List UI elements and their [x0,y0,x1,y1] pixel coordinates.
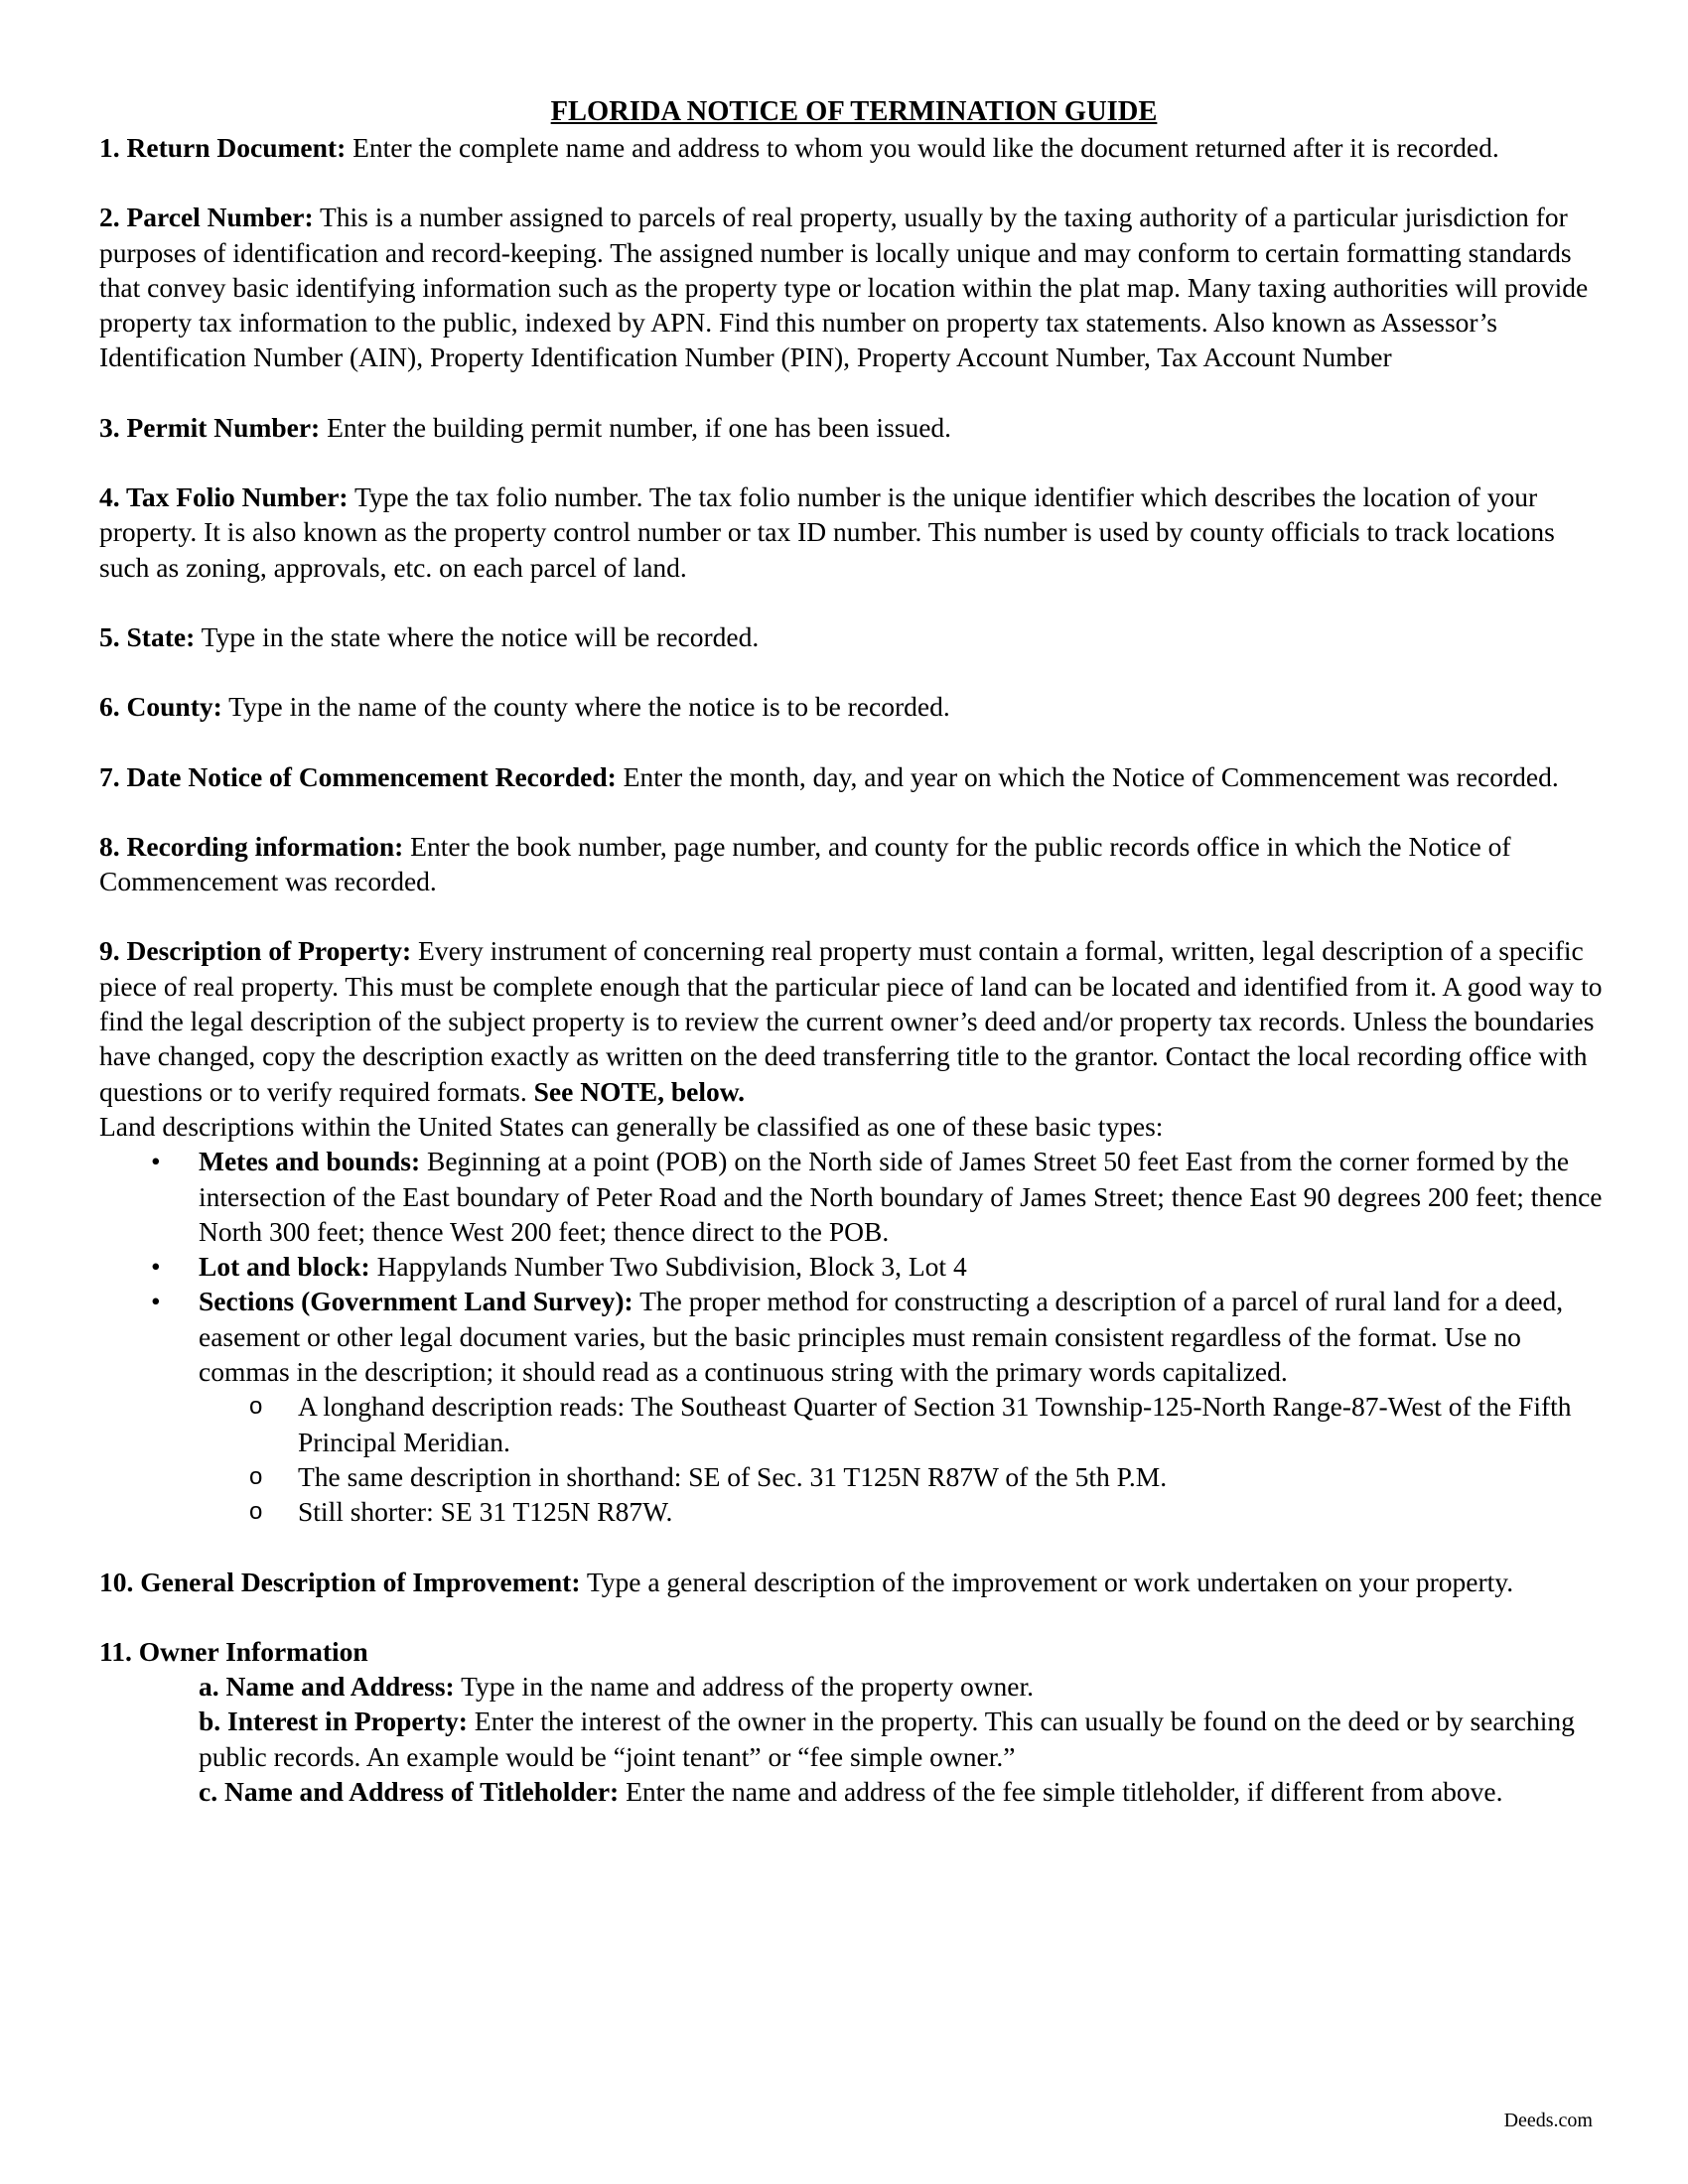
section-label: 1. Return Document: [99,132,347,163]
section-label: 3. Permit Number: [99,411,321,443]
section-label: 4. Tax Folio Number: [99,481,349,513]
bullet-text: Happylands Number Two Subdivision, Block 3, Lot 4 [369,1251,967,1283]
section-label: 10. General Description of Improvement: [99,1566,581,1597]
section-text: This is a number assigned to parcels of real property, usually by the taxing authority of a particular jurisdiction for purposes of identification and record-keeping. The assigned number is locally unique and may conform to certain formatting standards that convey basic identifying information such as the property type or location within the plat map. Many taxing authorities will provide property tax information to the public, indexed by APN. Find this number on property tax statements. Also known as Assessor’s Identification Number (AIN), Property Identification Number (PIN), Property Account Number, Tax Account Number [99,202,1589,373]
owner-interest-in-property [99,1704,1609,1774]
document-page [99,94,1609,1809]
owner-item-label: c. Name and Address of Titleholder: [199,1775,620,1807]
owner-name-address [99,1669,1609,1704]
section-general-description [99,1565,1609,1599]
section-recording-information [99,829,1609,899]
section-label: 9. Description of Property: [99,935,412,967]
bullet-label: Lot and block: [199,1251,370,1283]
section-tax-folio-number [99,479,1609,585]
owner-titleholder [99,1774,1609,1809]
section-text: Every instrument of concerning real property must contain a formal, written, legal description of a specific piece of real property. This must be complete enough that the particular piece of land can be located and identified from it. A good way to find the legal description of the subject property is to review the current owner’s deed and/or property tax records. Unless the boundaries have changed, copy the description exactly as written on the deed transferring title to the grantor. Contact the local recording office with questions or to verify required formats. [99,935,1603,1107]
land-description-types [99,1144,1609,1529]
owner-item-text: Enter the name and address of the fee simple titleholder, if different from above. [619,1775,1503,1807]
list-item [99,1284,1609,1529]
footer-brand: Deeds.com [1503,2110,1593,2131]
section-text: Type the tax folio number. The tax folio number is the unique identifier which describes the location of your property. It is also known as the property control number or tax ID number. This number is used by county officials to track locations such as zoning, approvals, etc. on each parcel of land. [99,481,1555,583]
section-label: 8. Recording information: [99,830,404,862]
section-parcel-number [99,200,1609,374]
section-text: Enter the building permit number, if one has been issued. [320,411,952,443]
bullet-text: The proper method for constructing a description of a parcel of rural land for a deed, easement or other legal document varies, but the basic principles must remain consistent regardless of the format. Use no commas in the description; it should read as a continuous string with the primary words capitalized. [199,1286,1564,1388]
owner-item-text: Enter the interest of the owner in the property. This can usually be found on the deed or by searching public records. An example would be “joint tenant” or “fee simple owner.” [199,1706,1575,1772]
owner-item-label: b. Interest in Property: [199,1706,468,1737]
list-item [99,1144,1609,1249]
section-text: Enter the month, day, and year on which the Notice of Commencement was recorded. [616,760,1559,792]
page-title: FLORIDA NOTICE OF TERMINATION GUIDE [550,96,1158,127]
section-label: 2. Parcel Number: [99,202,314,233]
section-state [99,619,1609,654]
list-item: o Still shorter: SE 31 T125N R87W. [199,1494,1609,1529]
section-text: Type in the state where the notice will be recorded. [195,620,760,652]
section-description-of-property [99,933,1609,1108]
section-label: 6. County: [99,691,222,723]
owner-item-text: Type in the name and address of the property owner. [454,1671,1035,1703]
see-note: See NOTE, below. [533,1075,745,1107]
bullet-text: Beginning at a point (POB) on the North side of James Street 50 feet East from the corner formed by the intersection of the East boundary of Peter Road and the North boundary of James Street; thence East 90 degrees 200 feet; thence North 300 feet; thence West 200 feet; thence direct to the POB. [199,1146,1603,1247]
owner-item-label: a. Name and Address: [199,1671,455,1703]
bullet-label: Metes and bounds: [199,1146,421,1177]
section-label: 7. Date Notice of Commencement Recorded: [99,760,617,792]
section-text: Type in the name of the county where the notice is to be recorded. [221,691,950,723]
section-text: Enter the book number, page number, and county for the public records office in which the Notice of Commencement was recorded. [99,830,1511,897]
section-text: Type a general description of the improvement or work undertaken on your property. [580,1566,1514,1597]
list-item: o A longhand description reads: The Southeast Quarter of Section 31 Township-125-North Range-87-West of the Fifth Principal Meridian. [199,1389,1609,1459]
section-county [99,689,1609,724]
section-description-examples [199,1389,1609,1529]
section-owner-information: 11. Owner Information [99,1635,368,1667]
land-descriptions-intro: Land descriptions within the United States can generally be classified as one of these basic types: [99,1110,1164,1142]
section-permit-number [99,410,1609,445]
list-item: o The same description in shorthand: SE of Sec. 31 T125N R87W of the 5th P.M. [199,1459,1609,1494]
section-return-document [99,130,1609,165]
section-label: 5. State: [99,620,196,652]
section-date-notice [99,759,1609,794]
section-text: Enter the complete name and address to whom you would like the document returned after it is recorded. [346,132,1499,163]
bullet-label: Sections (Government Land Survey): [199,1286,633,1317]
list-item [99,1249,1609,1284]
